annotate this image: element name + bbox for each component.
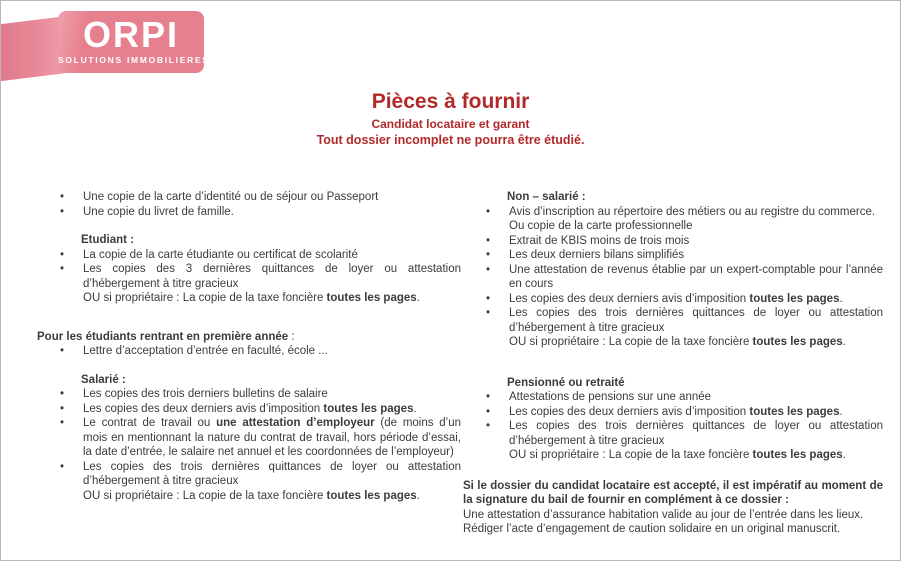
document-header [1, 89, 900, 148]
list-item: • Les deux derniers bilans simplifiés [463, 248, 883, 263]
list-item: • Attestations de pensions sur une année [463, 390, 883, 405]
list-note: Ou copie de la carte professionnelle [509, 220, 693, 232]
list-item: • Les copies des trois derniers bulletins de salaire [37, 387, 461, 402]
right-column [463, 190, 883, 537]
list-note: OU si propriétaire : La copie de la taxe foncière toutes les pages. [509, 336, 846, 348]
list-item: • Une copie de la carte d’identité ou de séjour ou Passeport [37, 190, 461, 205]
logo-banner [58, 11, 210, 73]
list-item: • Les copies des deux derniers avis d’imposition toutes les pages. [463, 292, 883, 307]
list-item: • Les copies des trois dernières quittances de loyer ou attestation d’hébergement à titre gracieux [463, 306, 883, 335]
list-item: • Les copies des trois dernières quittances de loyer ou attestation d’hébergement à titre gracieux [463, 419, 883, 448]
list-item: • Les copies des deux derniers avis d’imposition toutes les pages. [463, 405, 883, 420]
section-heading: Non – salarié : [507, 191, 586, 203]
list-item: • Les copies des trois dernières quittances de loyer ou attestation d’hébergement à titre gracieux [37, 460, 461, 489]
list-note: OU si propriétaire : La copie de la taxe foncière toutes les pages. [509, 449, 846, 461]
section-heading: Salarié : [81, 373, 126, 386]
paragraph: Si le dossier du candidat locataire est accepté, il est impératif au moment de la signature du bail de fournir en complément à ce dossier : [463, 479, 883, 506]
orpi-logo [1, 1, 221, 96]
list-item: • Le contrat de travail ou une attestation d’employeur (de moins d’un mois en mentionnant la nature du contrat de travail, hors période d’essai, la date d’entrée, le salaire net annuel et les coordonnées de l’employeur) [37, 416, 461, 460]
section-heading: Etudiant : [81, 234, 135, 246]
warning-text: Tout dossier incomplet ne pourra être étudié. [316, 133, 585, 147]
list-note: OU si propriétaire : La copie de la taxe foncière toutes les pages. [83, 489, 420, 502]
list-item: • Les copies des deux derniers avis d’imposition toutes les pages. [37, 402, 461, 417]
logo-tagline-text: SOLUTIONS IMMOBILIERES [58, 55, 210, 65]
logo-brand-text: ORPI [82, 14, 179, 55]
paragraph: Rédiger l’acte d’engagement de caution solidaire en un original manuscrit. [463, 523, 841, 535]
section-heading: Pensionné ou retraité [507, 376, 625, 389]
left-column [37, 190, 461, 503]
list-item: • Les copies des 3 dernières quittances de loyer ou attestation d’hébergement à titre gracieux [37, 262, 461, 291]
list-item: • Une copie du livret de famille. [37, 205, 461, 220]
section-heading: Pour les étudiants rentrant en première année : [37, 330, 295, 343]
list-item: • Une attestation de revenus établie par un expert-comptable pour l’année en cours [463, 263, 883, 292]
paragraph: Une attestation d’assurance habitation valide au jour de l’entrée dans les lieux. [463, 508, 864, 521]
page-title: Pièces à fournir [371, 90, 530, 113]
list-item: • Extrait de KBIS moins de trois mois [463, 234, 883, 249]
page-subtitle: Candidat locataire et garant [371, 117, 530, 131]
list-item: • Lettre d’acceptation d’entrée en faculté, école ... [37, 344, 461, 359]
list-item: • Avis d’inscription au répertoire des métiers ou au registre du commerce. [463, 205, 883, 220]
list-item: • La copie de la carte étudiante ou certificat de scolarité [37, 248, 461, 263]
list-note: OU si propriétaire : La copie de la taxe foncière toutes les pages. [83, 292, 420, 304]
